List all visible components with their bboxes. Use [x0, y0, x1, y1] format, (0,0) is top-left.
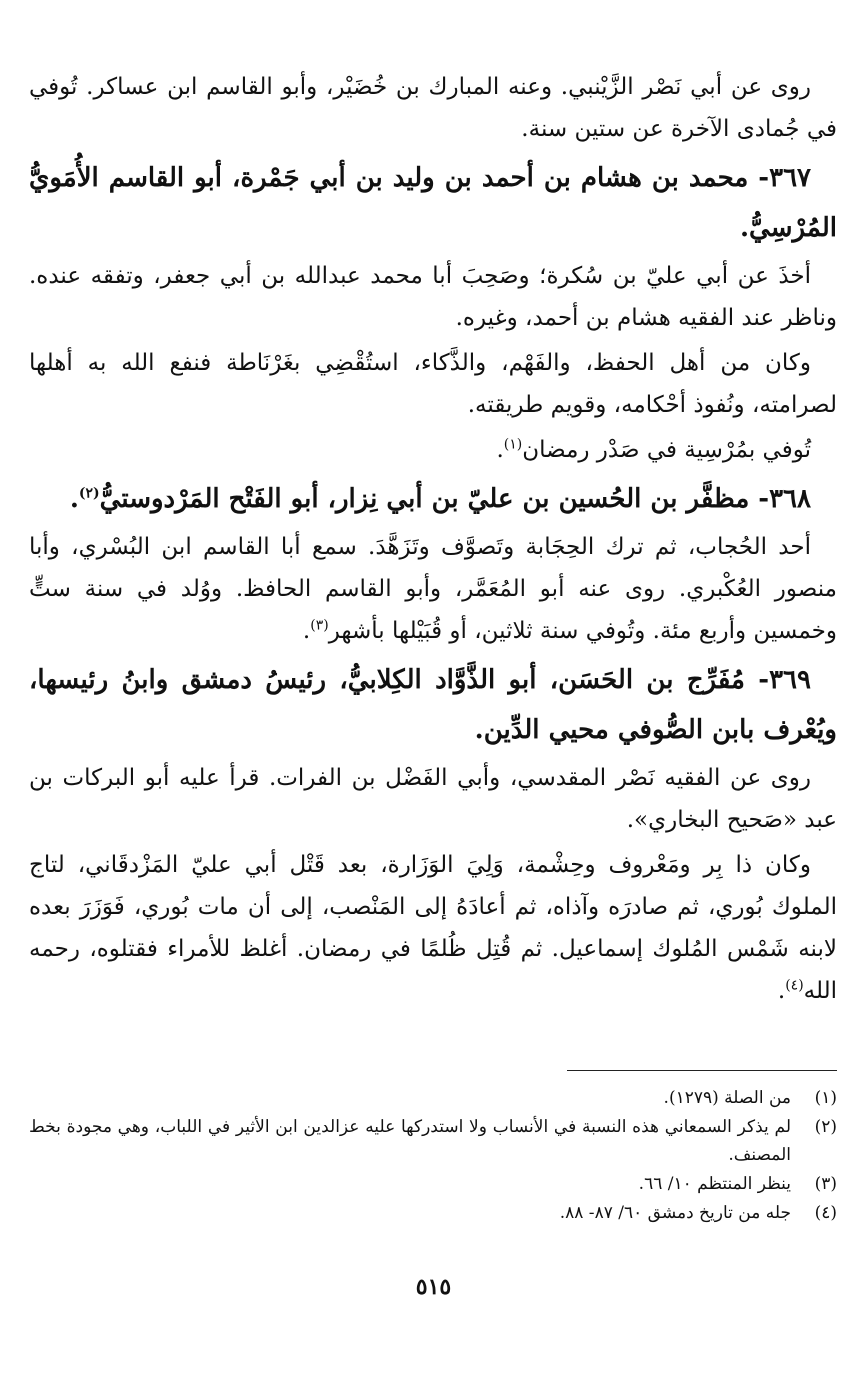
- entry-369-body-end: .: [777, 978, 786, 1004]
- footnote-number: (١): [814, 1088, 837, 1108]
- entry-368-body-end: .: [302, 618, 311, 644]
- page-number: ٥١٥: [415, 1274, 452, 1300]
- entry-367-paragraph-2: وكان من أهل الحفظ، والفَهْم، والذَّكاء، استُقْضِي بغَرْنَاطة فنفع الله به أهلها لصرامته، ونُفوذ أحْكامه، وقويم طريقته.: [29, 350, 837, 418]
- footnote-text: ينظر المنتظم ١٠/ ٦٦.: [638, 1174, 791, 1194]
- footnote-2: [29, 1113, 837, 1169]
- footnote-divider: [567, 1070, 837, 1071]
- entry-368-body: أحد الحُجاب، ثم ترك الحِجَابة وتَصوَّف وتَزَهَّدَ. سمع أبا القاسم ابن البُسْري، وأبا منصور العُكْبري. روى عنه أبو المُعَمَّر، وأبو القاسم الحافظ. ووُلد في سنة ستٍّ وخمسين وأربع مئة. وتُوفي سنة ثلاثين، أو قُبَيْلها بأشهر: [29, 534, 837, 644]
- footnotes: [29, 1084, 837, 1228]
- entry-369-paragraph-2: [29, 844, 837, 1012]
- footnote-ref-4[interactable]: (٤): [785, 977, 804, 994]
- entry-368-title: [29, 474, 837, 524]
- footnote-3: [29, 1170, 837, 1198]
- entry-367-title: ٣٦٧- محمد بن هشام بن أحمد بن وليد بن أبي جَمْرة، أبو القاسم الأُمَويُّ المُرْسِيُّ.: [29, 163, 837, 243]
- footnote-number: (٤): [814, 1203, 837, 1223]
- footnote-1: [29, 1084, 837, 1112]
- footnote-number: (٣): [814, 1174, 837, 1194]
- entry-369-paragraph-1: روى عن الفقيه نَصْر المقدسي، وأبي الفَضْل بن الفرات. قرأ عليه أبو البركات بن عبد «صَحيح البخاري».: [29, 765, 837, 833]
- entry-369-body: وكان ذا بِر ومَعْروف وحِشْمة، وَلِيَ الوَزَارة، بعد قَتْل أبي عليّ المَزْدقَاني، لتاج الملوك بُوري، ثم صادرَه وآذاه، ثم أعادَهُ إلى المَنْصب، إلى أن مات بُوري، فَوَزَرَ بعده لابنه شَمْس المُلوك إسماعيل. ثم قُتِل ظُلمًا في رمضان. أغلظ للأمراء فقتلوه، رحمه الله: [29, 852, 837, 1004]
- footnote-ref-1[interactable]: (١): [503, 436, 523, 453]
- entry-367-paragraph-1: أخذَ عن أبي عليّ بن سُكرة؛ وصَحِبَ أبا محمد عبدالله بن أبي جعفر، وتفقه عنده. وناظر عند الفقيه هشام بن أحمد، وغيره.: [29, 263, 837, 331]
- entry-368-paragraph-1: [29, 526, 837, 652]
- footnote-number: (٢): [814, 1117, 837, 1137]
- footnote-text: لم يذكر السمعاني هذه النسبة في الأنساب ولا استدركها عليه عزالدين ابن الأثير في اللباب، وهي مجودة بخط المصنف.: [29, 1117, 791, 1165]
- footnote-text: من الصلة (١٢٧٩).: [663, 1088, 791, 1108]
- footnote-ref-2[interactable]: (٢): [78, 485, 100, 502]
- entry-367-death-text: تُوفي بمُرْسِية في صَدْر رمضان: [522, 437, 811, 463]
- entry-367-death-end: .: [496, 437, 504, 463]
- main-text: [29, 66, 837, 1015]
- entry-366-tail: روى عن أبي نَصْر الزَّيْنبي. وعنه المبارك بن خُضَيْر، وأبو القاسم ابن عساكر. تُوفي في جُمادى الآخرة عن ستين سنة.: [29, 74, 837, 142]
- footnote-ref-3[interactable]: (٣): [310, 617, 329, 634]
- entry-369-title: ٣٦٩- مُفَرِّج بن الحَسَن، أبو الذَّوَّاد الكِلابيُّ، رئيسُ دمشق وابنُ رئيسها، ويُعْرف بابن الصُّوفي محيي الدِّين.: [29, 665, 837, 745]
- entry-368-title-end: .: [69, 484, 79, 514]
- footnote-text: جله من تاريخ دمشق ٦٠/ ٨٧- ٨٨.: [559, 1203, 791, 1223]
- footnote-4: [29, 1199, 837, 1227]
- entry-368-title-text: ٣٦٨- مظفَّر بن الحُسين بن عليّ بن أبي نِزار، أبو الفَتْح المَرْدوستيُّ: [99, 484, 811, 514]
- entry-367-paragraph-3: [29, 429, 837, 471]
